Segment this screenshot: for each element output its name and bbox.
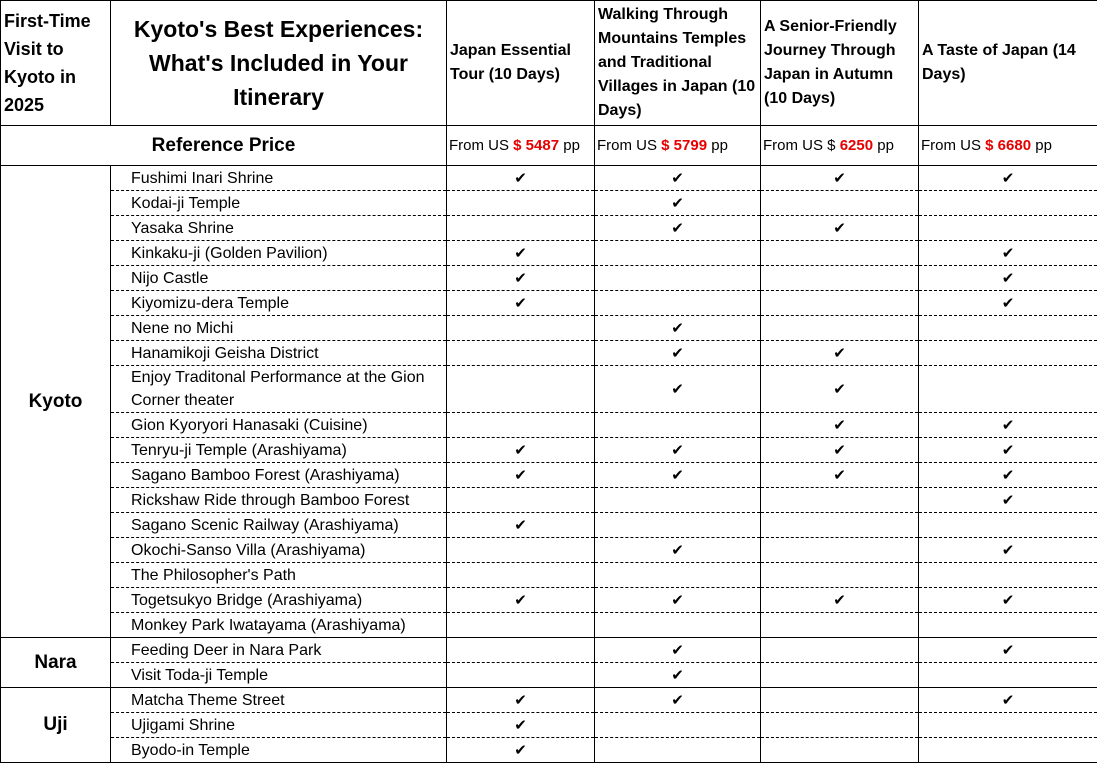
attraction-name: Gion Kyoryori Hanasaki (Cuisine) [111, 413, 447, 438]
inclusion-cell [761, 438, 919, 463]
region-label: Uji [1, 688, 111, 763]
price-prefix: From US [921, 137, 981, 154]
table-row [1, 316, 1097, 341]
check-icon: ✔ [671, 380, 684, 398]
check-icon: ✔ [671, 666, 684, 684]
check-icon: ✔ [514, 244, 527, 262]
check-icon: ✔ [671, 169, 684, 187]
check-icon: ✔ [671, 591, 684, 609]
inclusion-cell [919, 688, 1097, 713]
price-suffix: pp [711, 137, 728, 154]
check-icon: ✔ [1002, 591, 1015, 609]
inclusion-cell [761, 291, 919, 316]
tour-header-3: A Senior-Friendly Journey Through Japan in Autumn (10 Days) [761, 1, 919, 126]
inclusion-cell [595, 191, 761, 216]
inclusion-cell [919, 266, 1097, 291]
inclusion-cell [919, 438, 1097, 463]
price-amount: $ 5799 [661, 137, 707, 154]
check-icon: ✔ [514, 516, 527, 534]
check-icon: ✔ [833, 169, 846, 187]
table-row [1, 266, 1097, 291]
inclusion-cell [919, 663, 1097, 688]
attraction-name: Tenryu-ji Temple (Arashiyama) [111, 438, 447, 463]
inclusion-cell [447, 588, 595, 613]
table-row [1, 166, 1097, 191]
price-prefix: From US [449, 137, 509, 154]
attraction-name: Sagano Scenic Railway (Arashiyama) [111, 513, 447, 538]
check-icon: ✔ [671, 641, 684, 659]
table-row [1, 738, 1097, 763]
inclusion-cell [761, 513, 919, 538]
attraction-name: Matcha Theme Street [111, 688, 447, 713]
inclusion-cell [919, 216, 1097, 241]
tour-header-1: Japan Essential Tour (10 Days) [447, 1, 595, 126]
inclusion-cell [447, 713, 595, 738]
price-amount: $ 6680 [985, 137, 1031, 154]
check-icon: ✔ [1002, 691, 1015, 709]
check-icon: ✔ [1002, 641, 1015, 659]
inclusion-cell [919, 588, 1097, 613]
check-icon: ✔ [833, 219, 846, 237]
corner-title: First-Time Visit to Kyoto in 2025 [1, 1, 111, 126]
inclusion-cell [761, 538, 919, 563]
inclusion-cell [595, 366, 761, 413]
attraction-name: Okochi-Sanso Villa (Arashiyama) [111, 538, 447, 563]
price-cell-3 [761, 126, 919, 166]
inclusion-cell [595, 738, 761, 763]
inclusion-cell [919, 513, 1097, 538]
check-icon: ✔ [671, 441, 684, 459]
inclusion-cell [761, 688, 919, 713]
table-row [1, 438, 1097, 463]
inclusion-cell [761, 413, 919, 438]
inclusion-cell [919, 291, 1097, 316]
inclusion-cell [595, 538, 761, 563]
inclusion-cell [595, 488, 761, 513]
region-label: Nara [1, 638, 111, 688]
inclusion-cell [447, 488, 595, 513]
check-icon: ✔ [514, 294, 527, 312]
inclusion-cell [919, 463, 1097, 488]
inclusion-cell [447, 638, 595, 663]
inclusion-cell [595, 216, 761, 241]
inclusion-cell [447, 241, 595, 266]
inclusion-cell [919, 191, 1097, 216]
table-row [1, 191, 1097, 216]
attraction-name: Enjoy Traditonal Performance at the Gion Corner theater [111, 366, 447, 413]
inclusion-cell [761, 663, 919, 688]
price-amount: $ 5487 [513, 137, 559, 154]
check-icon: ✔ [833, 344, 846, 362]
page-title: Kyoto's Best Experiences: What's Included in Your Itinerary [111, 1, 447, 126]
check-icon: ✔ [1002, 269, 1015, 287]
attraction-name: Rickshaw Ride through Bamboo Forest [111, 488, 447, 513]
inclusion-cell [447, 316, 595, 341]
attraction-name: Hanamikoji Geisha District [111, 341, 447, 366]
check-icon: ✔ [1002, 169, 1015, 187]
attraction-name: Nene no Michi [111, 316, 447, 341]
attraction-name: Kiyomizu-dera Temple [111, 291, 447, 316]
table-row [1, 216, 1097, 241]
attraction-name: Feeding Deer in Nara Park [111, 638, 447, 663]
inclusion-cell [595, 663, 761, 688]
inclusion-cell [595, 613, 761, 638]
inclusion-cell [447, 613, 595, 638]
attraction-name: Kinkaku-ji (Golden Pavilion) [111, 241, 447, 266]
inclusion-cell [919, 488, 1097, 513]
inclusion-cell [447, 538, 595, 563]
inclusion-cell [447, 366, 595, 413]
inclusion-cell [761, 638, 919, 663]
inclusion-cell [595, 241, 761, 266]
price-prefix: From US $ [763, 137, 836, 154]
tour-header-2: Walking Through Mountains Temples and Traditional Villages in Japan (10 Days) [595, 1, 761, 126]
inclusion-cell [595, 413, 761, 438]
attraction-name: Sagano Bamboo Forest (Arashiyama) [111, 463, 447, 488]
table-row [1, 513, 1097, 538]
inclusion-cell [595, 341, 761, 366]
inclusion-cell [761, 341, 919, 366]
check-icon: ✔ [833, 466, 846, 484]
attraction-name: Nijo Castle [111, 266, 447, 291]
inclusion-cell [447, 513, 595, 538]
inclusion-cell [595, 463, 761, 488]
inclusion-cell [595, 266, 761, 291]
inclusion-cell [919, 316, 1097, 341]
inclusion-cell [595, 291, 761, 316]
price-prefix: From US [597, 137, 657, 154]
inclusion-cell [595, 588, 761, 613]
price-suffix: pp [563, 137, 580, 154]
inclusion-cell [447, 166, 595, 191]
inclusion-cell [761, 191, 919, 216]
table-row [1, 688, 1097, 713]
table-row [1, 713, 1097, 738]
table-row [1, 366, 1097, 413]
check-icon: ✔ [1002, 466, 1015, 484]
inclusion-cell [447, 191, 595, 216]
inclusion-cell [919, 538, 1097, 563]
check-icon: ✔ [514, 466, 527, 484]
attraction-name: Fushimi Inari Shrine [111, 166, 447, 191]
check-icon: ✔ [833, 380, 846, 398]
table-row [1, 241, 1097, 266]
check-icon: ✔ [1002, 294, 1015, 312]
attraction-name: Monkey Park Iwatayama (Arashiyama) [111, 613, 447, 638]
inclusion-cell [595, 438, 761, 463]
inclusion-cell [447, 341, 595, 366]
inclusion-cell [447, 463, 595, 488]
check-icon: ✔ [671, 466, 684, 484]
inclusion-cell [761, 488, 919, 513]
check-icon: ✔ [514, 269, 527, 287]
attraction-name: Ujigami Shrine [111, 713, 447, 738]
check-icon: ✔ [671, 344, 684, 362]
inclusion-cell [761, 463, 919, 488]
check-icon: ✔ [514, 691, 527, 709]
price-cell-4 [919, 126, 1097, 166]
inclusion-cell [761, 563, 919, 588]
check-icon: ✔ [514, 716, 527, 734]
price-row-label: Reference Price [1, 126, 447, 166]
check-icon: ✔ [1002, 416, 1015, 434]
inclusion-cell [919, 341, 1097, 366]
attraction-name: The Philosopher's Path [111, 563, 447, 588]
inclusion-cell [761, 738, 919, 763]
inclusion-cell [761, 216, 919, 241]
inclusion-cell [447, 738, 595, 763]
inclusion-cell [919, 638, 1097, 663]
inclusion-cell [595, 688, 761, 713]
check-icon: ✔ [833, 441, 846, 459]
attraction-name: Yasaka Shrine [111, 216, 447, 241]
price-amount: 6250 [840, 137, 873, 154]
check-icon: ✔ [514, 441, 527, 459]
table-row [1, 538, 1097, 563]
inclusion-cell [761, 366, 919, 413]
check-icon: ✔ [514, 591, 527, 609]
inclusion-cell [919, 713, 1097, 738]
region-label: Kyoto [1, 166, 111, 638]
inclusion-cell [447, 688, 595, 713]
inclusion-cell [595, 638, 761, 663]
inclusion-cell [761, 613, 919, 638]
inclusion-cell [447, 563, 595, 588]
inclusion-cell [761, 241, 919, 266]
header-row [1, 1, 1097, 126]
inclusion-cell [447, 438, 595, 463]
table-row [1, 291, 1097, 316]
price-cell-2 [595, 126, 761, 166]
inclusion-cell [761, 588, 919, 613]
check-icon: ✔ [671, 691, 684, 709]
inclusion-cell [761, 713, 919, 738]
inclusion-cell [919, 166, 1097, 191]
inclusion-cell [919, 563, 1097, 588]
table-row [1, 341, 1097, 366]
inclusion-cell [919, 613, 1097, 638]
check-icon: ✔ [1002, 244, 1015, 262]
table-row [1, 663, 1097, 688]
check-icon: ✔ [671, 219, 684, 237]
inclusion-cell [595, 316, 761, 341]
attraction-name: Byodo-in Temple [111, 738, 447, 763]
inclusion-cell [447, 291, 595, 316]
check-icon: ✔ [671, 194, 684, 212]
inclusion-cell [595, 166, 761, 191]
check-icon: ✔ [1002, 491, 1015, 509]
table-row [1, 638, 1097, 663]
check-icon: ✔ [514, 169, 527, 187]
inclusion-cell [919, 413, 1097, 438]
check-icon: ✔ [833, 416, 846, 434]
attraction-name: Visit Toda-ji Temple [111, 663, 447, 688]
table-row [1, 613, 1097, 638]
inclusion-cell [761, 316, 919, 341]
inclusion-cell [447, 216, 595, 241]
inclusion-cell [595, 563, 761, 588]
inclusion-cell [919, 366, 1097, 413]
inclusion-cell [447, 413, 595, 438]
table-row [1, 588, 1097, 613]
inclusion-cell [447, 663, 595, 688]
attraction-name: Kodai-ji Temple [111, 191, 447, 216]
table-row [1, 488, 1097, 513]
inclusion-cell [919, 241, 1097, 266]
inclusion-cell [447, 266, 595, 291]
check-icon: ✔ [671, 541, 684, 559]
table-row [1, 563, 1097, 588]
inclusion-cell [595, 713, 761, 738]
inclusion-cell [595, 513, 761, 538]
check-icon: ✔ [833, 591, 846, 609]
price-suffix: pp [1035, 137, 1052, 154]
inclusion-cell [919, 738, 1097, 763]
table-row [1, 413, 1097, 438]
check-icon: ✔ [514, 741, 527, 759]
inclusion-cell [761, 166, 919, 191]
price-row [1, 126, 1097, 166]
price-suffix: pp [877, 137, 894, 154]
check-icon: ✔ [671, 319, 684, 337]
table-row [1, 463, 1097, 488]
attraction-name: Togetsukyo Bridge (Arashiyama) [111, 588, 447, 613]
check-icon: ✔ [1002, 441, 1015, 459]
price-cell-1 [447, 126, 595, 166]
tour-header-4: A Taste of Japan (14 Days) [919, 1, 1097, 126]
check-icon: ✔ [1002, 541, 1015, 559]
inclusion-cell [761, 266, 919, 291]
